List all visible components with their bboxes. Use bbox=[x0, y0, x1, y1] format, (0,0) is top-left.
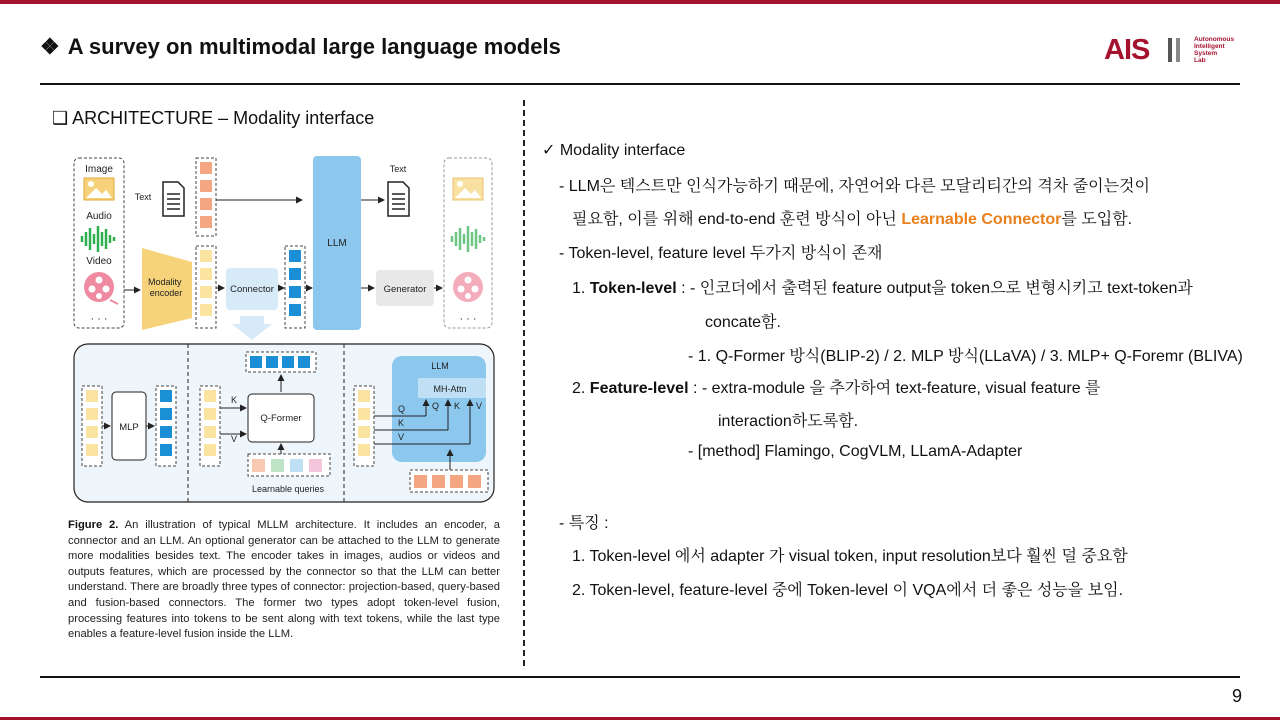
learnable-queries-label: Learnable queries bbox=[251, 484, 325, 494]
token-level-term: Token-level bbox=[589, 280, 677, 297]
token-level-number: 1. bbox=[572, 280, 590, 297]
desc-line-3: - Token-level, feature level 두가지 방식이 존재 bbox=[559, 245, 883, 262]
column-divider bbox=[523, 100, 525, 666]
desc-line-2-end: 를 도입함. bbox=[1061, 211, 1133, 228]
feature-item-2: 2. Token-level, feature-level 중에 Token-level 이 VQA에서 더 좋은 성능을 보임. bbox=[572, 582, 1124, 599]
ais-logo bbox=[1104, 34, 1244, 68]
token-level-methods: - 1. Q-Former 방식(BLIP-2) / 2. MLP 방식(LLaVA) / 3. MLP+ Q-Foremr (BLIVA) bbox=[688, 348, 1243, 365]
llm-inner-label: LLM bbox=[431, 361, 449, 371]
caption-label: Figure 2. bbox=[68, 519, 119, 531]
connector-expand-arrow-icon bbox=[232, 316, 272, 340]
caption-text: An illustration of typical MLLM architecture. It includes an encoder, a connector and an LLM. An optional generator can be attached to the LLM to generate more modalities besides text. The encoder takes in images, audios or videos and outputs features, which are processed by the connector so that the LLM can better understand. There are broadly three types of connector: projection-based, query-based and fusion-based connectors. The former two types adopt token-level fusion, processing features into tokens to be sent along with text tokens, while the last type enables a feature-level fusion inside the LLM. bbox=[68, 519, 501, 641]
mlp-label: MLP bbox=[119, 422, 139, 433]
desc-line-2-text: 필요함, 이를 위해 end-to-end 훈련 방식이 아닌 bbox=[572, 211, 902, 228]
token-level-desc: : - 인코더에서 출력된 feature output을 token으로 변형시키고 text-token과 bbox=[676, 280, 1193, 297]
feature-level-continuation: interaction하도록함. bbox=[718, 413, 859, 430]
page-number: 9 bbox=[1232, 686, 1243, 706]
token-level-continuation: concate함. bbox=[705, 314, 781, 331]
feature-level-desc: : - extra-module 을 추가하여 text-feature, visual feature 를 bbox=[688, 380, 1101, 397]
modality-encoder-line-1: Modality bbox=[147, 277, 182, 287]
feature-level-line bbox=[572, 375, 1101, 398]
qformer-k-label: K bbox=[231, 395, 238, 405]
learnable-connector-highlight: Learnable Connector bbox=[901, 211, 1062, 228]
logo-subtitle-line: Autonomous bbox=[1194, 36, 1235, 43]
top-accent-bar bbox=[0, 0, 1280, 4]
fusion-k-label: K bbox=[398, 418, 405, 428]
llm-label: LLM bbox=[327, 238, 347, 249]
output-text-label: Text bbox=[389, 164, 407, 174]
generator-label: Generator bbox=[383, 284, 427, 295]
architecture-figure bbox=[66, 150, 500, 506]
video-label: Video bbox=[86, 256, 112, 267]
fusion-q-label: Q bbox=[398, 404, 406, 414]
mh-attn-label: MH-Attn bbox=[433, 384, 467, 394]
text-input-label: Text bbox=[134, 192, 152, 202]
slide-title-text: A survey on multimodal large language models bbox=[67, 34, 561, 59]
mh-q-label: Q bbox=[432, 401, 440, 411]
output-image-icon bbox=[453, 178, 483, 200]
fusion-v-label: V bbox=[398, 432, 405, 442]
image-label: Image bbox=[85, 164, 113, 175]
feature-level-number: 2. bbox=[572, 380, 590, 397]
logo-subtitle-line: System bbox=[1194, 50, 1218, 57]
section-title-text: ARCHITECTURE – Modality interface bbox=[72, 108, 375, 128]
desc-line-1: - LLM은 텍스트만 인식가능하기 때문에, 자연어와 다른 모달리티간의 격차 줄이는것이 bbox=[559, 178, 1150, 195]
output-document-icon bbox=[388, 182, 409, 216]
image-icon bbox=[84, 178, 114, 200]
figure-caption bbox=[68, 518, 500, 643]
outputs-dots: · · · bbox=[459, 313, 477, 325]
qformer-v-label: V bbox=[231, 434, 238, 444]
modality-encoder-label bbox=[148, 277, 184, 298]
feature-item-1: 1. Token-level 에서 adapter 가 visual token, input resolution보다 훨씬 덜 중요함 bbox=[572, 548, 1128, 565]
feature-level-term: Feature-level bbox=[589, 380, 689, 397]
features-heading: - 특징 : bbox=[559, 515, 609, 532]
logo-subtitle bbox=[1194, 36, 1234, 64]
feature-level-methods: - [method] Flamingo, CogVLM, LLamA-Adapter bbox=[688, 443, 1023, 460]
checkbox-bullet-icon: ❑ bbox=[52, 108, 69, 128]
modality-encoder-line-2: encoder bbox=[149, 288, 183, 298]
mh-k-label: K bbox=[454, 401, 461, 411]
logo-text: AIS bbox=[1104, 34, 1150, 66]
connector-label: Connector bbox=[230, 284, 274, 295]
slide-title bbox=[40, 34, 561, 60]
logo-subtitle-line: Intelligent bbox=[1194, 43, 1225, 50]
logo-subtitle-line: Lab bbox=[1194, 57, 1206, 64]
token-level-line bbox=[572, 275, 1193, 298]
section-title bbox=[52, 108, 374, 129]
header-rule bbox=[40, 83, 1240, 85]
footer-rule bbox=[40, 676, 1240, 678]
output-video-reel-icon bbox=[453, 272, 483, 302]
text-document-icon bbox=[163, 182, 184, 216]
qformer-label: Q-Former bbox=[260, 413, 302, 424]
diamond-bullet-icon: ❖ bbox=[40, 34, 60, 59]
mh-v-label: V bbox=[476, 401, 483, 411]
inputs-dots: · · · bbox=[90, 313, 108, 325]
logo-bars-icon bbox=[1168, 38, 1184, 62]
audio-label: Audio bbox=[86, 211, 112, 222]
desc-line-2 bbox=[572, 206, 1132, 229]
modality-interface-heading: ✓ Modality interface bbox=[542, 142, 686, 159]
